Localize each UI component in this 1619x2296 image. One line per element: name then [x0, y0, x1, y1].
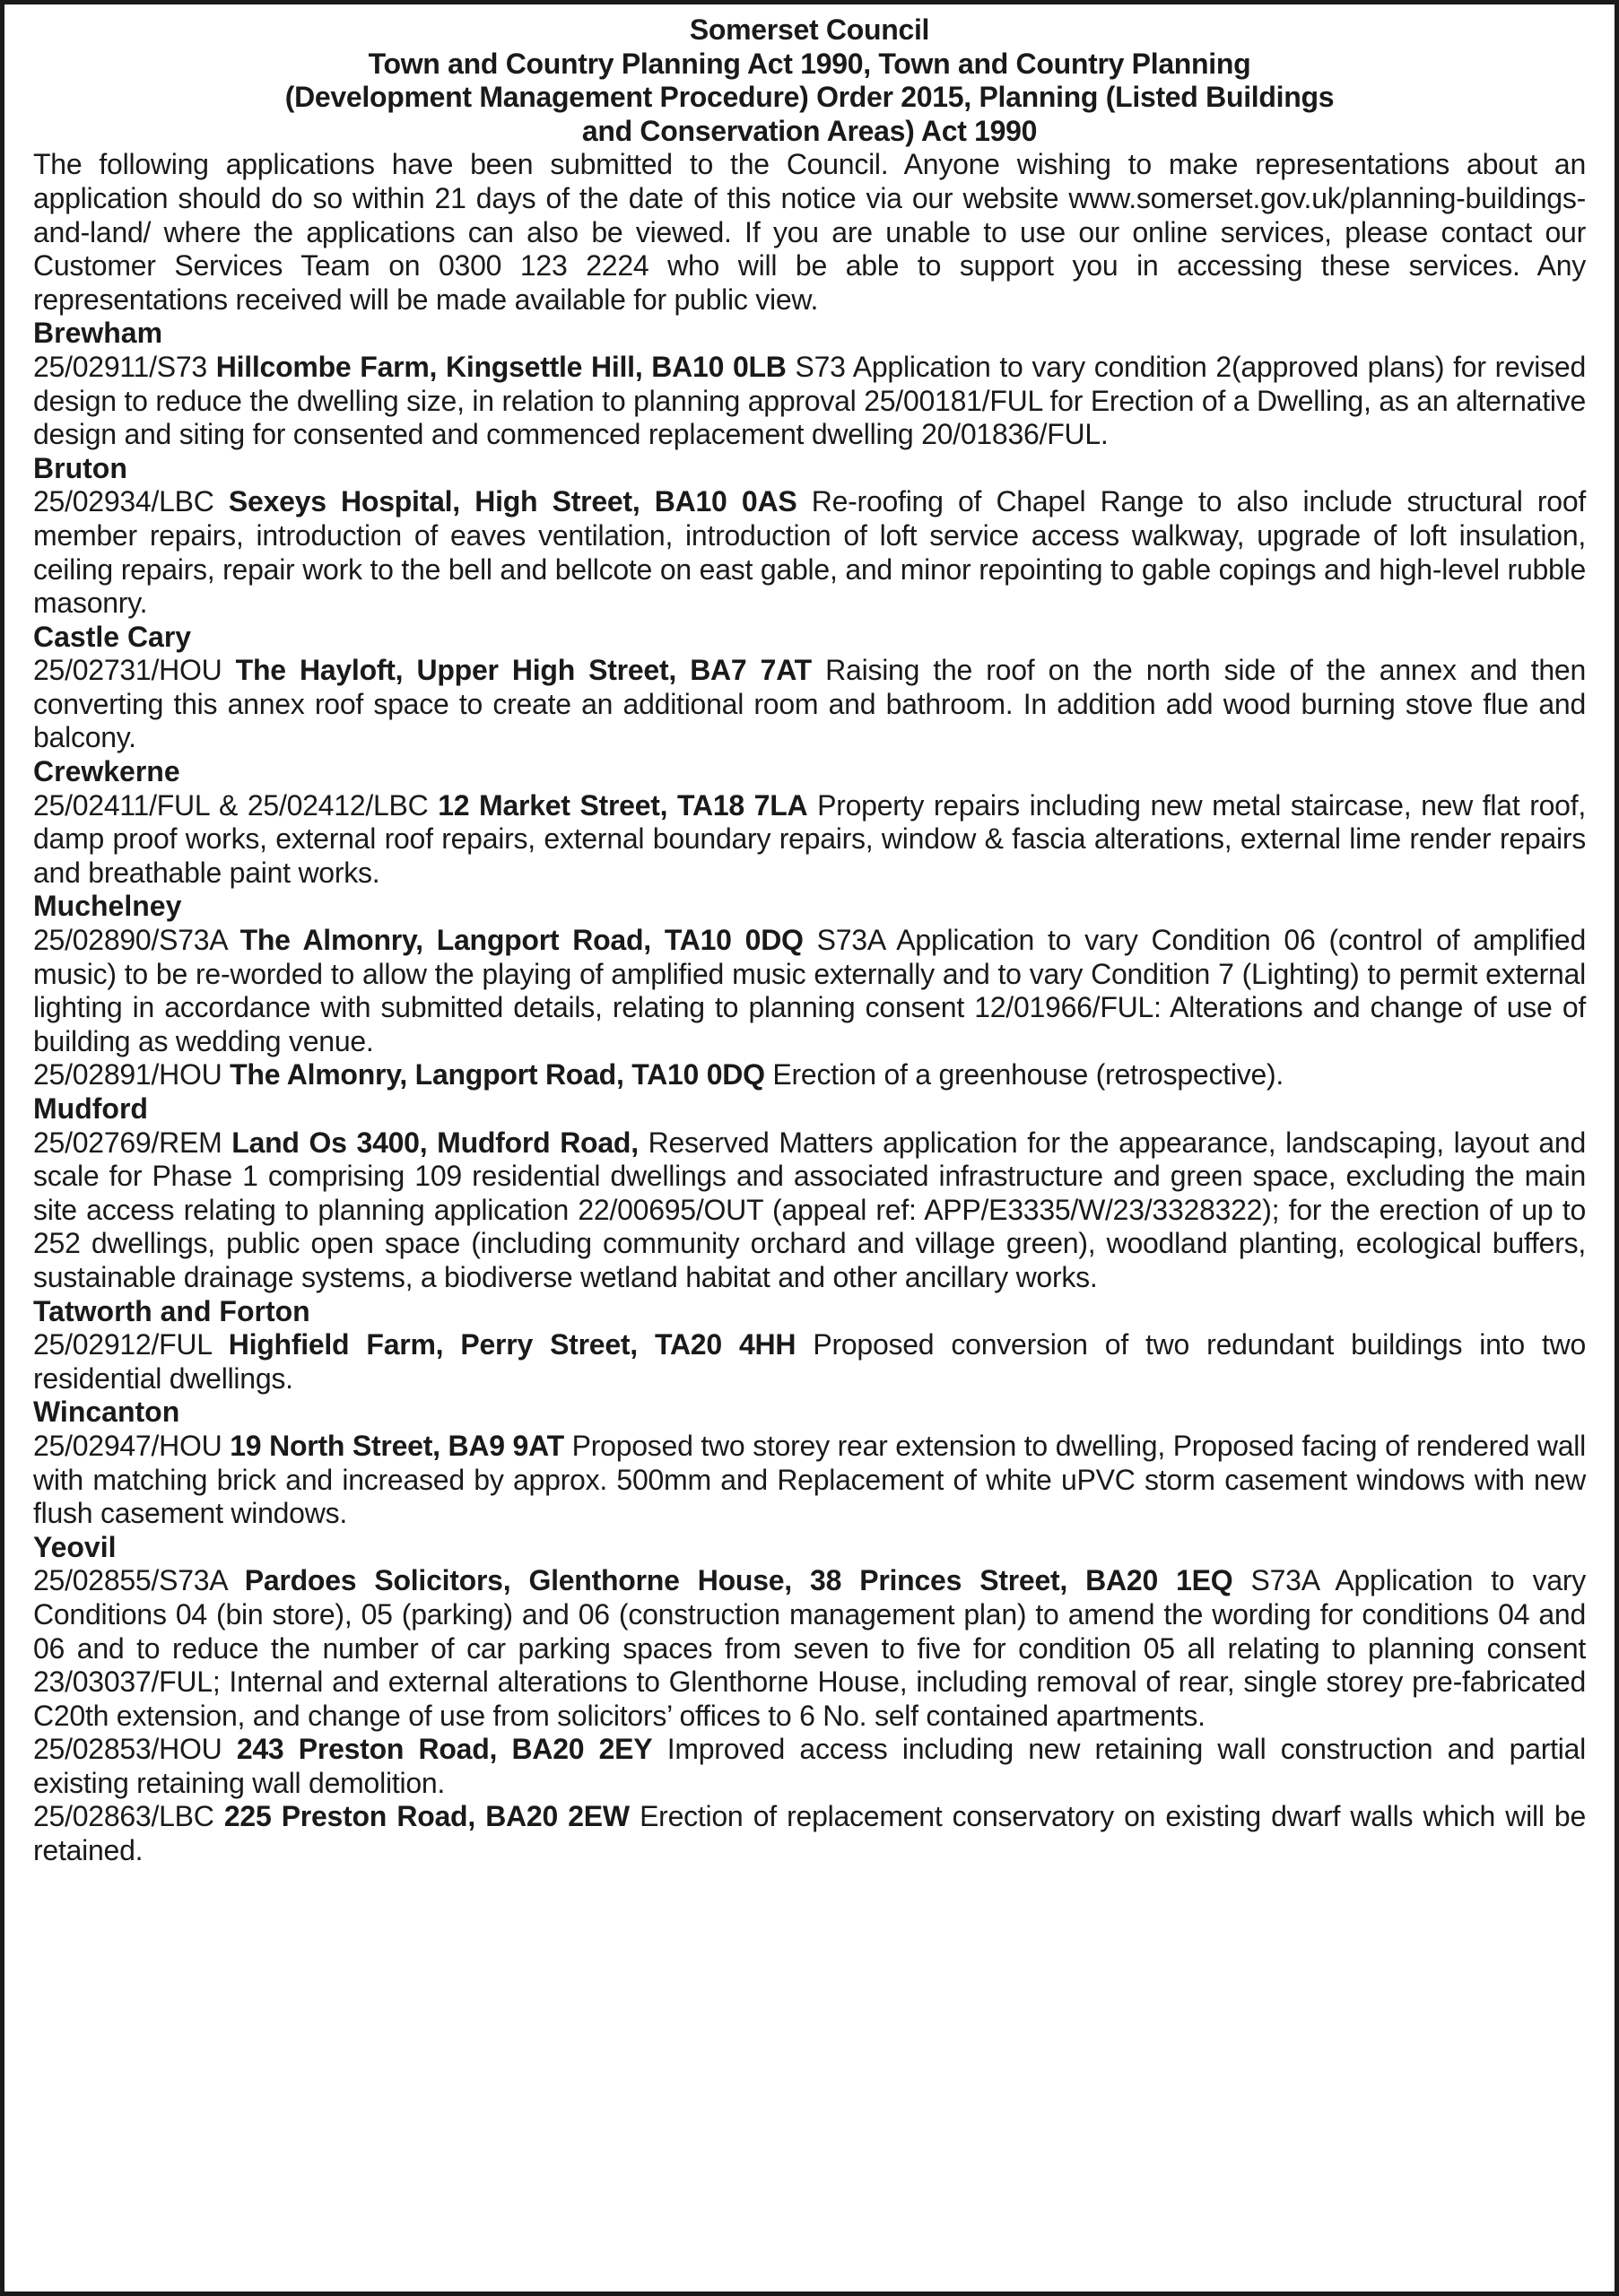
application-description: S73A Application to vary Condition 06 (control of amplified music) to be re-worded to allow the playing of amplified music externally and to vary Condition 7 (Lighting) to permit external lighting in accordance with submitted details, relating to planning consent 12/01966/FUL: Alterations and change of use of building as wedding venue.	[33, 924, 1587, 1057]
application-ref: 25/02853/HOU	[33, 1733, 222, 1766]
application-address: The Hayloft, Upper High Street, BA7 7AT	[235, 654, 812, 687]
area-heading: Crewkerne	[33, 755, 180, 788]
application-entry	[33, 1126, 1586, 1295]
application-address: Sexeys Hospital, High Street, BA10 0AS	[228, 485, 797, 518]
application-description: Reserved Matters application for the appearance, landscaping, layout and scale for Phase 1 comprising 109 residential dwellings and associated infrastructure and green space, excluding the main site access relating to planning application 22/00695/OUT (appeal ref: APP/E3335/W/23/3328322); for the erection of up to 252 dwellings, public open space (including community orchard and village green), woodland planting, ecological buffers, sustainable drainage systems, a biodiverse wetland habitat and other ancillary works.	[33, 1126, 1586, 1293]
application-address: 243 Preston Road, BA20 2EY	[236, 1733, 653, 1766]
application-entry	[33, 789, 1586, 891]
area-heading: Brewham	[33, 317, 163, 350]
application-description: S73 Application to vary condition 2(approved plans) for revised design to reduce the dwelling size, in relation to planning approval 25/00181/FUL for Erection of a Dwelling, as an alternative design and siting for consented and commenced replacement dwelling 20/01836/FUL.	[33, 350, 1587, 451]
application-address: Highfield Farm, Perry Street, TA20 4HH	[228, 1328, 796, 1361]
act-title-line: (Development Management Procedure) Order 2015, Planning (Listed Buildings	[284, 81, 1335, 114]
area-section	[33, 890, 1586, 1092]
application-entry	[33, 924, 1586, 1058]
application-ref: 25/02947/HOU	[33, 1429, 222, 1462]
act-title-line: Town and Country Planning Act 1990, Town and Country Planning	[368, 47, 1251, 80]
act-title-line: and Conservation Areas) Act 1990	[581, 114, 1038, 147]
area-section	[33, 1396, 1586, 1530]
application-entry	[33, 485, 1586, 620]
application-description: S73A Application to vary Conditions 04 (bin store), 05 (parking) and 06 (construction management plan) to amend the wording for conditions 04 and 06 and to reduce the number of car parking spaces from seven to five for condition 05 all relating to planning consent 23/03037/FUL; Internal and external alterations to Glenthorne House, including removal of rear, single storey pre-fabricated C20th extension, and change of use from solicitors’ offices to 6 No. self contained apartments.	[33, 1564, 1587, 1732]
application-description: Erection of replacement conservatory on existing dwarf walls which will be retained.	[33, 1800, 1587, 1867]
application-description: Proposed conversion of two redundant buildings into two residential dwellings.	[33, 1328, 1587, 1395]
application-ref: 25/02855/S73A	[33, 1564, 227, 1597]
application-entry	[33, 1430, 1586, 1531]
area-section	[33, 1295, 1586, 1396]
application-ref: 25/02731/HOU	[33, 654, 222, 687]
area-heading: Muchelney	[33, 890, 182, 923]
application-entry	[33, 1328, 1586, 1396]
application-ref: 25/02890/S73A	[33, 924, 227, 957]
application-ref: 25/02891/HOU	[33, 1058, 222, 1091]
area-section	[33, 621, 1586, 755]
application-entry	[33, 1564, 1586, 1733]
application-address: Pardoes Solicitors, Glenthorne House, 38 Princes Street, BA20 1EQ	[244, 1564, 1233, 1597]
application-address: The Almonry, Langport Road, TA10 0DQ	[239, 924, 804, 957]
application-description: Raising the roof on the north side of the annex and then converting this annex roof space to create an additional room and bathroom. In addition add wood burning stove flue and balcony.	[33, 654, 1587, 754]
area-heading: Bruton	[33, 451, 127, 484]
application-ref: 25/02934/LBC	[33, 485, 214, 518]
area-heading: Yeovil	[33, 1530, 117, 1563]
application-description: Improved access including new retaining wall construction and partial existing retaining wall demolition.	[33, 1733, 1587, 1799]
intro-paragraph: The following applications have been submitted to the Council. Anyone wishing to make representations about an application should do so within 21 days of the date of this notice via our website www.somerset.gov.uk/planning-buildings-and-land/ where the applications can also be viewed. If you are unable to use our online services, please contact our Customer Services Team on 0300 123 2224 who will be able to support you in accessing these services. Any representations received will be made available for public view.	[33, 148, 1586, 316]
area-heading: Mudford	[33, 1092, 148, 1125]
application-ref: 25/02411/FUL & 25/02412/LBC	[33, 788, 429, 822]
area-heading: Castle Cary	[33, 620, 192, 653]
area-heading: Tatworth and Forton	[33, 1294, 310, 1327]
area-section	[33, 1531, 1586, 1868]
area-section	[33, 452, 1586, 621]
application-address: Hillcombe Farm, Kingsettle Hill, BA10 0LB	[215, 350, 787, 383]
application-address: 19 North Street, BA9 9AT	[230, 1429, 564, 1462]
application-entry	[33, 1800, 1586, 1867]
council-name: Somerset Council	[689, 13, 930, 46]
area-section	[33, 317, 1586, 451]
application-address: Land Os 3400, Mudford Road,	[231, 1126, 639, 1159]
application-address: 12 Market Street, TA18 7LA	[438, 788, 808, 822]
application-address: The Almonry, Langport Road, TA10 0DQ	[230, 1058, 765, 1091]
application-ref: 25/02912/FUL	[33, 1328, 212, 1361]
application-ref: 25/02863/LBC	[33, 1800, 214, 1833]
application-description: Property repairs including new metal staircase, new flat roof, damp proof works, external roof repairs, external boundary repairs, window & fascia alterations, external lime render repairs and breathable paint works.	[33, 788, 1586, 889]
application-description: Erection of a greenhouse (retrospective).	[772, 1058, 1284, 1091]
area-section	[33, 1092, 1586, 1295]
application-address: 225 Preston Road, BA20 2EW	[223, 1800, 630, 1833]
area-section	[33, 755, 1586, 890]
application-entry	[33, 1058, 1586, 1092]
application-entry	[33, 654, 1586, 755]
application-entry	[33, 1733, 1586, 1800]
application-ref: 25/02911/S73	[33, 350, 207, 383]
application-ref: 25/02769/REM	[33, 1126, 222, 1159]
application-description: Proposed two storey rear extension to dwelling, Proposed facing of rendered wall with matching brick and increased by approx. 500mm and Replacement of white uPVC storm casement windows with new flush casement windows.	[33, 1429, 1587, 1530]
area-heading: Wincanton	[33, 1396, 180, 1429]
application-description: Re-roofing of Chapel Range to also include structural roof member repairs, introduction of eaves ventilation, introduction of loft service access walkway, upgrade of loft insulation, ceiling repairs, repair work to the bell and bellcote on east gable, and minor repointing to gable copings and high-level rubble masonry.	[33, 485, 1587, 620]
notice-headline	[33, 13, 1586, 148]
application-entry	[33, 351, 1586, 452]
